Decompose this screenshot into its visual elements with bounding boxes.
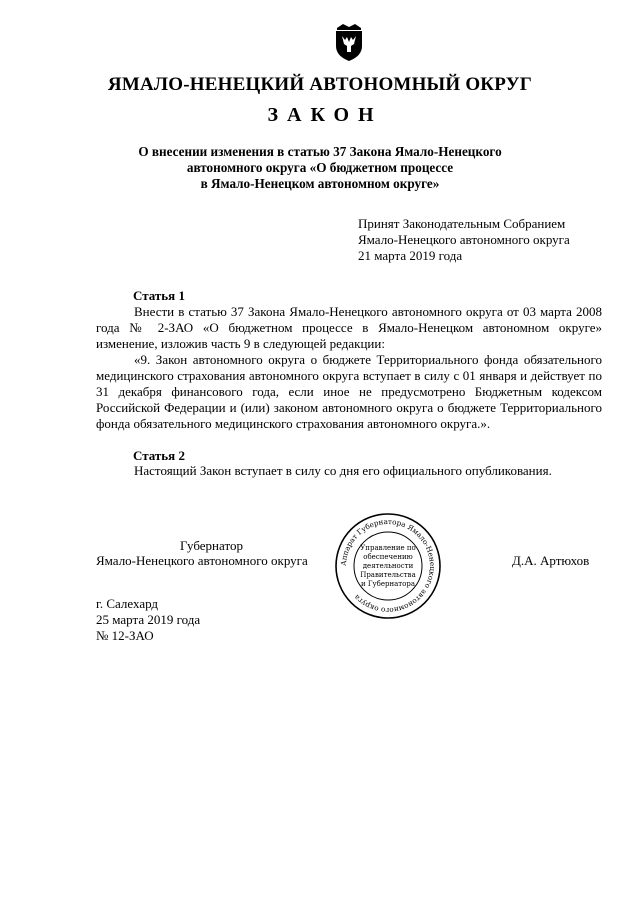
region-heading: ЯМАЛО-НЕНЕЦКИЙ АВТОНОМНЫЙ ОКРУГ bbox=[107, 74, 533, 95]
stamp-center-line: Правительства bbox=[360, 571, 416, 579]
signing-date: 25 марта 2019 года bbox=[96, 612, 201, 627]
stamp-center-line: деятельности bbox=[362, 562, 414, 570]
article-paragraph: Настоящий Закон вступает в силу со дня его официального опубликования. bbox=[134, 463, 552, 478]
stamp-center-line: Управление по bbox=[360, 544, 416, 552]
article-1-body bbox=[96, 304, 602, 432]
signature-position-region: Ямало-Ненецкого автономного округа bbox=[96, 553, 308, 568]
article-2-body bbox=[96, 463, 602, 479]
adoption-note bbox=[358, 216, 570, 264]
adoption-line: Принят Законодательным Собранием bbox=[358, 216, 566, 231]
document-type-heading: ЗАКОН bbox=[267, 104, 383, 126]
article-1-heading: Статья 1 bbox=[133, 288, 185, 303]
law-number: № 12-ЗАО bbox=[96, 628, 154, 643]
official-stamp bbox=[334, 512, 442, 620]
coat-of-arms-emblem bbox=[333, 22, 365, 62]
law-title bbox=[0, 144, 640, 192]
signature-position-title: Губернатор bbox=[180, 538, 243, 553]
law-title-line: О внесении изменения в статью 37 Закона Ямало-Ненецкого bbox=[138, 144, 502, 159]
footer-block bbox=[96, 596, 200, 644]
stamp-ring-text: Аппарат Губернатора Ямало-Ненецкого автономного округа bbox=[338, 516, 438, 616]
law-title-line: в Ямало-Ненецком автономном округе» bbox=[200, 176, 440, 191]
stamp-center-line: и Губернатора bbox=[360, 580, 416, 588]
article-paragraph: «9. Закон автономного округа о бюджете Территориального фонда обязательного медицинского страхования автономного округа вступает в силу с 01 января и действует по 31 декабря финансового года, если иное не предусмотрено Бюджетным кодексом Российской Федерации и (или) законом автономного округа о бюджете Территориального фонда обязательного медицинского страхования автономного округа.». bbox=[96, 352, 602, 431]
adoption-line: 21 марта 2019 года bbox=[358, 248, 463, 263]
law-title-line: автономного округа «О бюджетном процессе bbox=[186, 160, 454, 175]
signer-name: Д.А. Артюхов bbox=[512, 553, 590, 568]
stamp-center-line: обеспечению bbox=[363, 553, 413, 561]
place: г. Салехард bbox=[96, 596, 159, 611]
adoption-line: Ямало-Ненецкого автономного округа bbox=[358, 232, 570, 247]
article-paragraph: Внести в статью 37 Закона Ямало-Ненецкого автономного округа от 03 марта 2008 года № 2-ЗАО «О бюджетном процессе в Ямало-Ненецком автономном округе» изменение, изложив часть 9 в следующей редакции: bbox=[96, 304, 602, 351]
article-2-heading: Статья 2 bbox=[133, 448, 185, 463]
